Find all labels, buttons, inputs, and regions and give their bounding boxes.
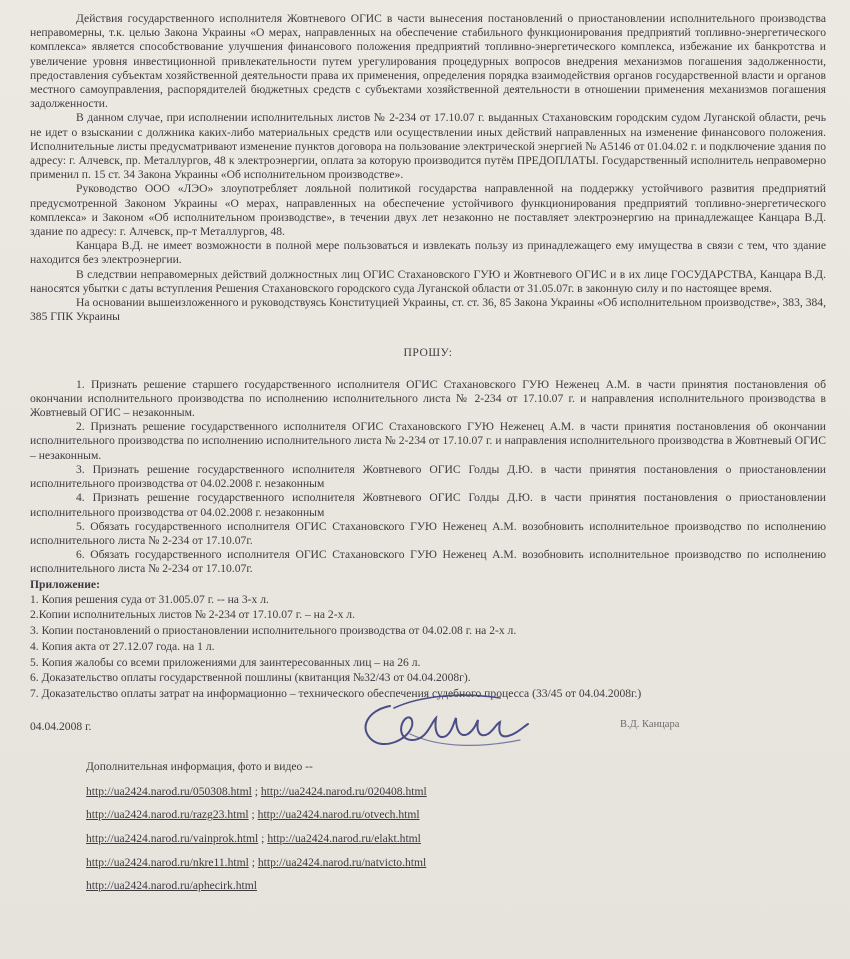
paragraph-actions-unlawful: Действия государственного исполнителя Жовтневого ОГИС в части вынесения постановлений о приостановлении исполнительного производства неправомерны, т.к. целью Закона Украины «О мерах, направленных на обеспечение стабильного функционирования предприятий топливно-энергетического комплекса» является способствование улучшения финансового положения предприятий топливно-энергетического комплекса, избежание их банкротства и увеличение уровня инвестиционной привлекательности путем урегулирования процедурных вопросов внедрения механизмов погашения задолженности, предоставления субъектам хозяйственной деятельности права их применения, определения порядка взаимодействия органов государственной власти и органов местного самоуправления, распорядителей бюджетных средств с субъектами хозяйственной деятельности в отношении применения механизмов погашения задолженности.	[30, 12, 826, 111]
signer-name: В.Д. Канцара	[620, 718, 680, 730]
attachments-list	[30, 592, 826, 702]
attachment-item: 6. Доказательство оплаты государственной пошлины (квитанция №32/43 от 04.04.2008г).	[30, 671, 471, 685]
request-heading: ПРОШУ:	[403, 346, 453, 360]
link-aphecirk[interactable]: http://ua2424.narod.ru/aphecirk.html	[86, 879, 257, 893]
paragraph-no-electricity: Канцара В.Д. не имеет возможности в полной мере пользоваться и извлекать пользу из принадлежащего ему имущества в связи с тем, что здание находится без электроэнергии.	[30, 239, 826, 267]
extra-info-label: Дополнительная информация, фото и видео --	[86, 759, 313, 773]
link-vainprok[interactable]: http://ua2424.narod.ru/vainprok.html	[86, 832, 259, 846]
attachment-item: 2.Копии исполнительных листов № 2-234 от 17.10.07 г. – на 2-х л.	[30, 608, 355, 622]
link-nkre11[interactable]: http://ua2424.narod.ru/nkre11.html	[86, 855, 249, 869]
attachments-title: Приложение:	[30, 577, 100, 591]
request-item-1: 1. Признать решение старшего государственного исполнителя ОГИС Стахановского ГУЮ Неженец А.М. в части принятия постановления об окончании исполнительного производства по исполнению исполнительного листа № 2-234 от 17.10.07 г. и направления исполнительного производства в Жовтневый ОГИС – незаконным.	[30, 377, 826, 420]
attachment-item: 7. Доказательство оплаты затрат на информационно – технического обеспечения судебного процесса (33/45 от 04.04.2008г.)	[30, 686, 642, 700]
attachment-item: 1. Копия решения суда от 31.005.07 г. -- на 3-х л.	[30, 592, 269, 606]
paragraph-losses: В следствии неправомерных действий должностных лиц ОГИС Стахановского ГУЮ и Жовтневого ОГИС и в их лице ГОСУДАРСТВА, Канцара В.Д. наносятся убытки с даты вступления Решения Стахановского городского суда Луганской области от 31.05.07г. в законную силу и по настоящее время.	[30, 267, 826, 295]
paragraph-legal-basis: На основании вышеизложенного и руководствуясь Конституцией Украины, ст. ст. 36, 85 Закона Украины «Об исполнительном производстве», 383, 384, 385 ГПК Украины	[30, 296, 826, 324]
links-row	[86, 803, 826, 827]
link-separator: ;	[251, 784, 261, 798]
request-item-5: 5. Обязать государственного исполнителя ОГИС Стахановского ГУЮ Неженец А.М. возобновить исполнительное производство по исполнению исполнительного листа № 2-234 от 17.10.07г.	[30, 519, 826, 547]
attachment-item: 4. Копия акта от 27.12.07 года. на 1 л.	[30, 639, 215, 653]
request-item-4: 4. Признать решение государственного исполнителя Жовтневого ОГИС Голды Д.Ю. в части принятия постановления о приостановлении исполнительного производства от 04.02.2008 г. незаконным	[30, 491, 826, 519]
request-item-6: 6. Обязать государственного исполнителя ОГИС Стахановского ГУЮ Неженец А.М. возобновить исполнительное производство по исполнению исполнительного листа № 2-234 от 17.10.07г.	[30, 548, 826, 576]
links-row	[86, 874, 826, 898]
links-row	[86, 851, 826, 875]
link-elakt[interactable]: http://ua2424.narod.ru/elakt.html	[267, 832, 421, 846]
request-item-3: 3. Признать решение государственного исполнителя Жовтневого ОГИС Голды Д.Ю. в части принятия постановления о приостановлении исполнительного производства от 04.02.2008 г. незаконным	[30, 462, 826, 491]
link-020408[interactable]: http://ua2424.narod.ru/020408.html	[260, 784, 427, 798]
link-otvech[interactable]: http://ua2424.narod.ru/otvech.html	[257, 808, 420, 822]
handwritten-signature	[350, 688, 550, 758]
signature-row	[30, 710, 826, 756]
link-natvicto[interactable]: http://ua2424.narod.ru/natvicto.html	[257, 855, 427, 869]
links-row	[86, 780, 826, 804]
link-050308[interactable]: http://ua2424.narod.ru/050308.html	[86, 784, 252, 798]
paragraph-case-details: В данном случае, при исполнении исполнительных листов № 2-234 от 17.10.07 г. выданных Стахановским городским судом Луганской области, речь не идет о взыскании с должника каких-либо материальных средств или осуществлении иных действий направленных на изменение финансового положения. Исполнительные листы предусматривают изменение пунктов договора на пользование электрической энергией № А5146 от 01.04.02 г. и подключение здания по адресу: г. Алчевск, пр. Металлургов, 48 к электроэнергии, оплата за которую производится путём ПРЕДОПЛАТЫ. Государственный исполнитель неправомерно применил п. 15 ст. 34 Закона Украины «Об исполнительном производстве».	[30, 111, 826, 182]
link-razg23[interactable]: http://ua2424.narod.ru/razg23.html	[86, 808, 249, 822]
attachment-item: 5. Копия жалобы со всеми приложениями для заинтересованных лиц – на 26 л.	[30, 655, 421, 669]
link-separator: ;	[248, 855, 258, 869]
link-separator: ;	[258, 832, 268, 846]
links-row	[86, 827, 826, 851]
link-separator: ;	[248, 808, 258, 822]
document-date: 04.04.2008 г.	[30, 719, 92, 733]
request-item-2: 2. Признать решение государственного исполнителя ОГИС Стахановского ГУЮ Неженец А.М. в части принятия постановления об окончании исполнительного производства по исполнению исполнительного листа № 2-234 от 17.10.07 г. и направления исполнительного производства в Жовтневый ОГИС – незаконным.	[30, 420, 826, 462]
links-block	[86, 780, 826, 898]
paragraph-leo-abuse: Руководство ООО «ЛЭО» злоупотребляет лояльной политикой государства направленной на поддержку устойчивого развития предприятий предусмотренной Законом Украины «О мерах, направленных на обеспечение устойчивого функционирования предприятий топливно-энергетического комплекса» и Законом «Об исполнительном производстве», в течении двух лет незаконно не поставляет электроэнергию на принадлежащее Канцара В.Д. здание по адресу: г. Алчевск, пр-т Металлургов, 48.	[30, 182, 826, 239]
attachment-item: 3. Копии постановлений о приостановлении исполнительного производства от 04.02.08 г. на 2-х л.	[30, 624, 517, 638]
